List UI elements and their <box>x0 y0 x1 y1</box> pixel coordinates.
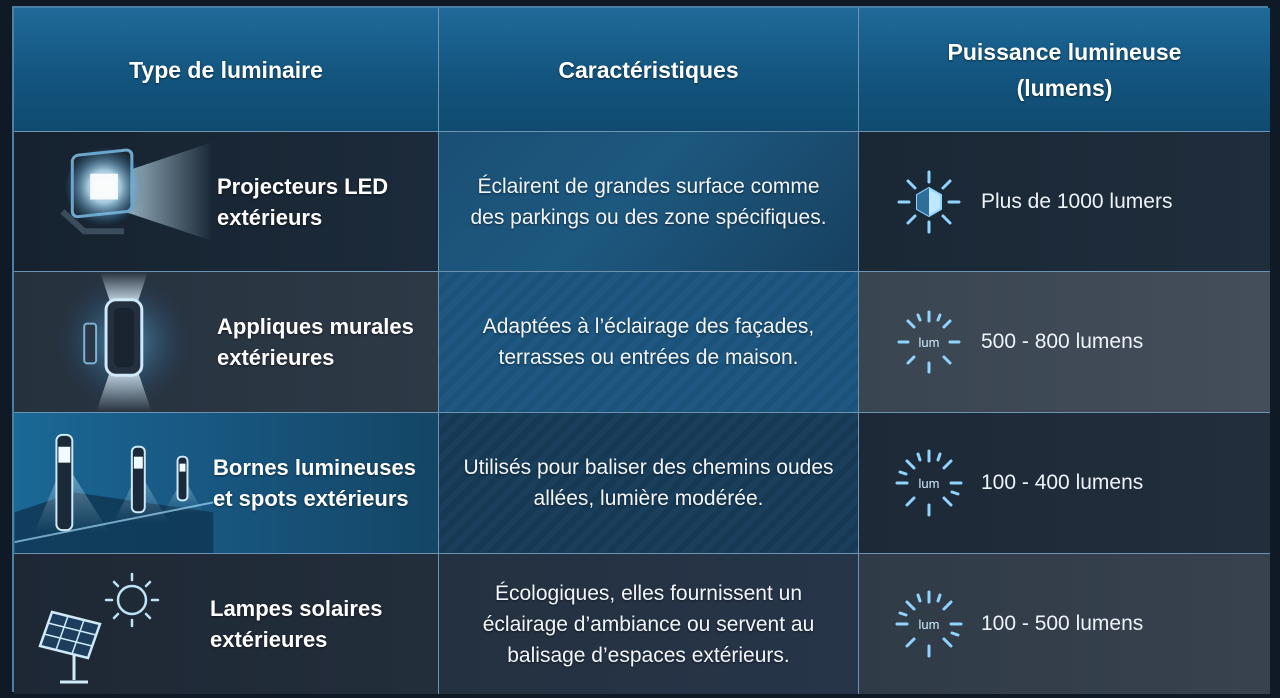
lum-burst-icon <box>891 586 967 662</box>
row1-type-label <box>217 171 388 233</box>
row1-desc-line2: des parkings ou des zone spécifiques. <box>470 205 827 229</box>
row3-power-cell <box>859 413 1270 554</box>
lum-icon-text: lum <box>918 476 940 491</box>
row3-desc-line1: Utilisés pour baliser des chemins oudes <box>463 456 834 479</box>
row2-power-cell <box>859 272 1270 413</box>
row3-lumens: 100 - 400 lumens <box>981 471 1144 494</box>
row2-lumens: 500 - 800 lumens <box>981 330 1144 353</box>
header-power-label-line2: (lumens) <box>1016 74 1113 101</box>
bollard-lights-icon <box>14 413 214 553</box>
row1-type-line2: extérieurs <box>217 204 323 230</box>
lum-burst-icon <box>891 304 967 380</box>
wall-light-icon <box>14 272 214 412</box>
row3-desc <box>439 452 858 514</box>
row4-desc-line3: balisage d’espaces extérieurs. <box>507 643 790 667</box>
row2-type-cell <box>14 272 439 413</box>
row2-desc <box>439 311 858 373</box>
row3-desc-line2: allées, lumière modérée. <box>533 487 764 510</box>
lum-icon-text: lum <box>918 335 940 350</box>
header-features-label: Caractéristiques <box>558 56 739 83</box>
floodlight-icon <box>14 132 214 271</box>
header-type-label: Type de luminaire <box>129 56 323 83</box>
row4-power-cell <box>859 554 1270 694</box>
header-features <box>439 8 859 132</box>
header-power <box>859 8 1270 132</box>
row2-desc-line2: terrasses ou entrées de maison. <box>498 346 799 369</box>
row1-lumens: Plus de 1000 lumers <box>981 189 1173 213</box>
row4-desc-line2: éclairage d’ambiance ou servent au <box>482 612 815 636</box>
header-type <box>14 8 439 132</box>
row3-type-line1: Bornes lumineuses <box>213 455 416 480</box>
row2-type-line2: extérieures <box>217 345 335 370</box>
row1-desc-line1: Éclairent de grandes surface comme <box>477 174 820 198</box>
header-power-label-line1: Puissance lumineuse <box>947 38 1182 65</box>
row3-type-cell <box>14 413 439 554</box>
row3-type-line2: et spots extérieurs <box>213 486 409 511</box>
row3-type-label <box>213 452 416 514</box>
row1-power-cell <box>859 132 1270 272</box>
row1-desc <box>439 171 858 233</box>
light-burst-icon <box>891 164 967 240</box>
row1-desc-cell <box>439 132 859 272</box>
lum-burst-icon <box>891 445 967 521</box>
row4-type-line2: extérieures <box>210 627 328 652</box>
lighting-table <box>12 6 1268 692</box>
row2-type-line1: Appliques murales <box>217 314 414 339</box>
row1-type-line1: Projecteurs LED <box>217 173 389 199</box>
row4-type-cell <box>14 554 439 694</box>
row4-lumens: 100 - 500 lumens <box>981 612 1144 635</box>
row2-desc-cell <box>439 272 859 413</box>
row1-type-cell <box>14 132 439 272</box>
row2-type-label <box>217 311 414 373</box>
solar-panel-sun-icon <box>14 554 214 694</box>
row4-desc-line1: Écologiques, elles fournissent un <box>494 581 803 605</box>
lum-icon-text: lum <box>918 617 940 632</box>
row2-desc-line1: Adaptées à l’éclairage des façades, <box>482 315 815 338</box>
row3-desc-cell <box>439 413 859 554</box>
row4-type-label <box>210 593 382 655</box>
row4-type-line1: Lampes solaires <box>210 596 383 621</box>
row4-desc-cell <box>439 554 859 694</box>
row4-desc <box>439 578 858 671</box>
